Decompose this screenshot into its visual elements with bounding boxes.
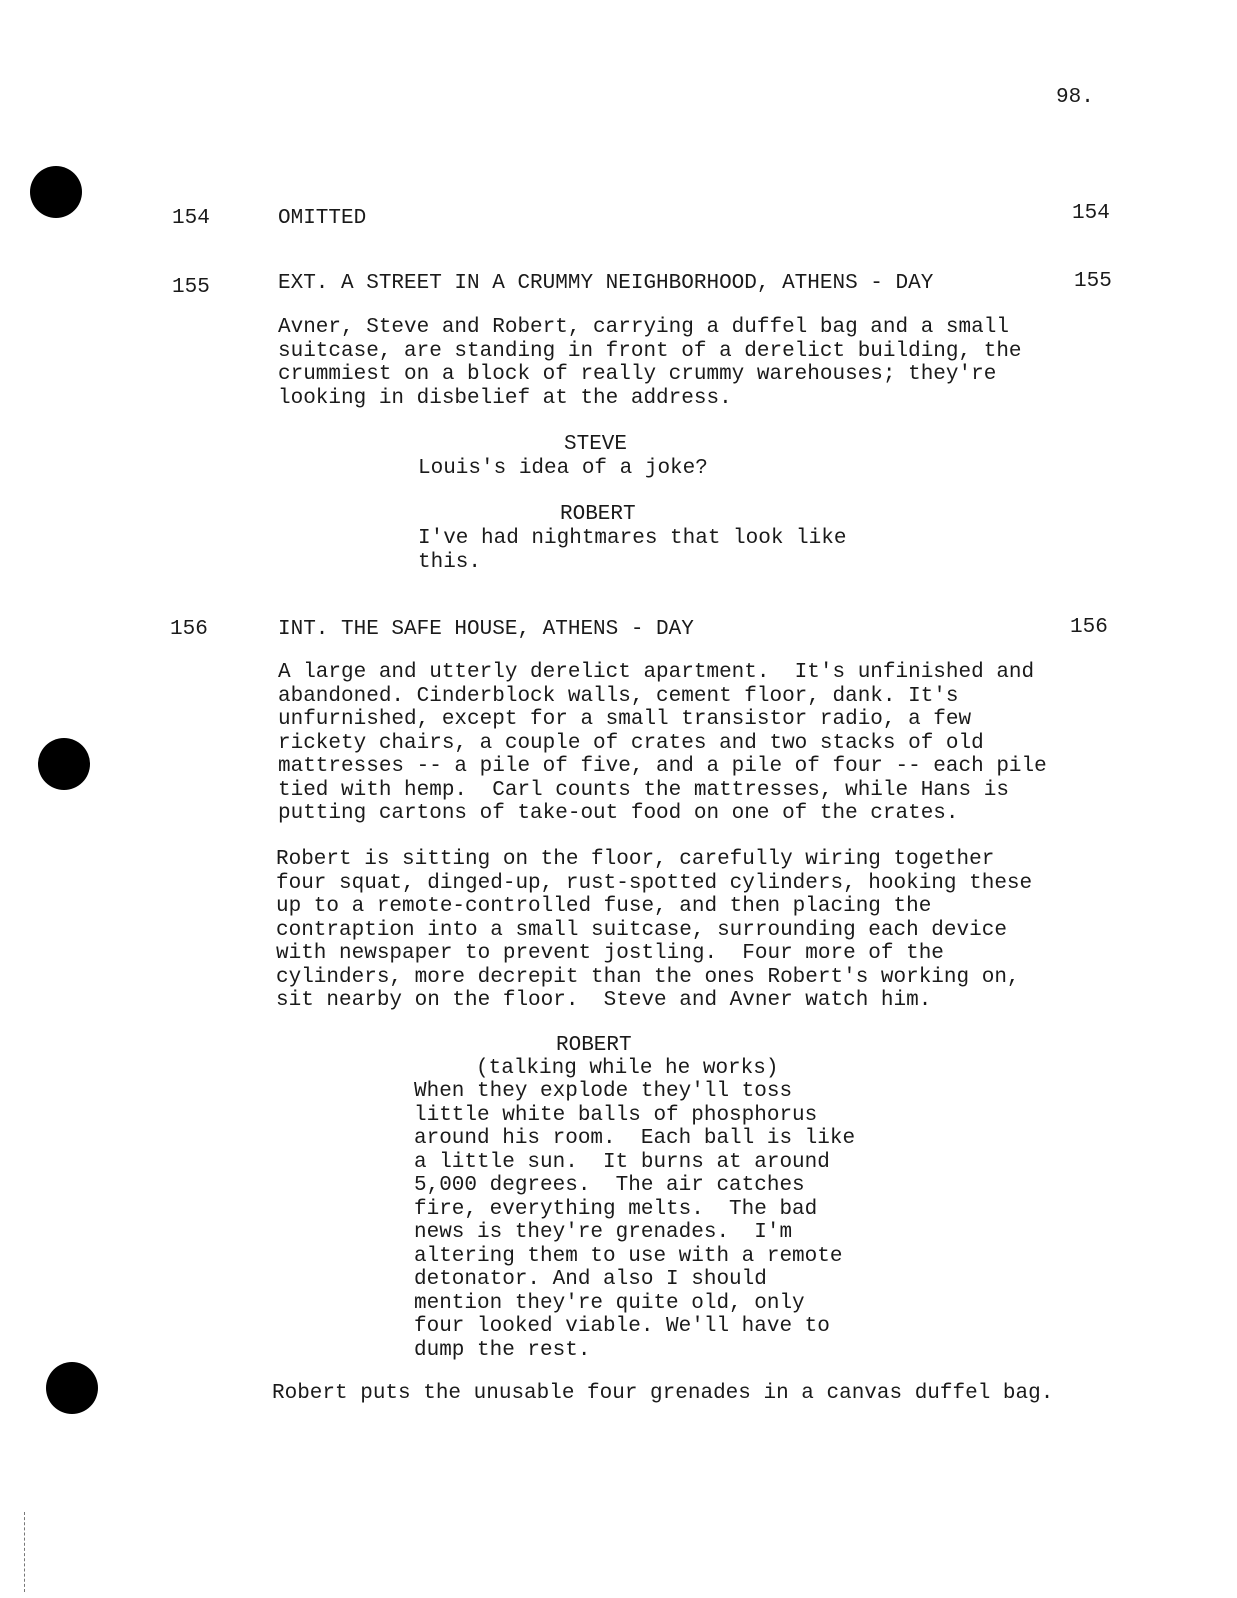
- dialogue-line: altering them to use with a remote: [414, 1244, 843, 1268]
- scene-number-right: 155: [1074, 270, 1112, 293]
- scene-heading: INT. THE SAFE HOUSE, ATHENS - DAY: [278, 618, 694, 641]
- action-paragraph: [278, 661, 1047, 826]
- dialogue-line: a little sun. It burns at around: [414, 1150, 830, 1174]
- action-paragraph: [276, 848, 1032, 1013]
- action-line: looking in disbelief at the address.: [278, 386, 732, 410]
- character-name: ROBERT: [556, 1034, 632, 1057]
- character-name: ROBERT: [560, 503, 636, 526]
- dialogue-line: 5,000 degrees. The air catches: [414, 1174, 805, 1197]
- action-line: up to a remote-controlled fuse, and then placing the: [276, 895, 932, 918]
- scan-edge-mark: [24, 1512, 26, 1592]
- page-number: 98.: [1056, 86, 1094, 109]
- parenthetical: (talking while he works): [476, 1057, 779, 1080]
- action-paragraph: [272, 1382, 1053, 1406]
- dialogue-block: [418, 527, 846, 574]
- dialogue-line: fire, everything melts. The bad: [414, 1197, 818, 1221]
- action-line: crummiest on a block of really crummy warehouses; they're: [278, 363, 997, 386]
- dialogue-line: When they explode they'll toss: [414, 1080, 793, 1103]
- action-line: A large and utterly derelict apartment. It's unfinished and: [278, 661, 1035, 684]
- action-line: contraption into a small suitcase, surrounding each device: [276, 918, 1007, 942]
- scene-heading: EXT. A STREET IN A CRUMMY NEIGHBORHOOD, ATHENS - DAY: [278, 272, 934, 295]
- scene-heading: OMITTED: [278, 207, 367, 230]
- dialogue-block: [418, 457, 708, 481]
- dialogue-line: mention they're quite old, only: [414, 1291, 805, 1315]
- action-line: unfurnished, except for a small transistor radio, a few: [278, 708, 972, 731]
- action-line: suitcase, are standing in front of a derelict building, the: [278, 339, 1022, 363]
- dialogue-line: I've had nightmares that look like: [418, 527, 847, 550]
- scene-number-left: 156: [170, 618, 208, 641]
- action-line: Avner, Steve and Robert, carrying a duffel bag and a small: [278, 316, 1009, 339]
- dialogue-line: four looked viable. We'll have to: [414, 1315, 830, 1338]
- action-line: sit nearby on the floor. Steve and Avner watch him.: [276, 989, 932, 1012]
- scene-number-left: 155: [172, 276, 210, 299]
- scene-number-left: 154: [172, 207, 210, 230]
- character-name: STEVE: [564, 433, 628, 456]
- action-line: Robert puts the unusable four grenades in a canvas duffel bag.: [272, 1382, 1054, 1405]
- dialogue-line: news is they're grenades. I'm: [414, 1221, 793, 1244]
- action-line: mattresses -- a pile of five, and a pile of four -- each pile: [278, 755, 1047, 778]
- scene-number-right: 156: [1070, 616, 1108, 639]
- dialogue-line: dump the rest.: [414, 1338, 591, 1362]
- action-line: with newspaper to prevent jostling. Four more of the: [276, 942, 944, 965]
- action-paragraph: [278, 316, 1022, 410]
- scene-number-right: 154: [1072, 202, 1110, 225]
- dialogue-line: around his room. Each ball is like: [414, 1127, 856, 1150]
- dialogue-line: this.: [418, 550, 482, 574]
- binder-hole-top: [30, 166, 82, 218]
- action-line: Robert is sitting on the floor, carefully wiring together: [276, 848, 995, 871]
- binder-hole-middle: [38, 738, 90, 790]
- action-line: abandoned. Cinderblock walls, cement floor, dank. It's: [278, 684, 959, 708]
- action-line: cylinders, more decrepit than the ones Robert's working on,: [276, 965, 1020, 989]
- binder-hole-bottom: [46, 1362, 98, 1414]
- action-line: rickety chairs, a couple of crates and two stacks of old: [278, 731, 984, 755]
- action-line: tied with hemp. Carl counts the mattresses, while Hans is: [278, 778, 1009, 802]
- dialogue-line: little white balls of phosphorus: [414, 1103, 818, 1127]
- dialogue-block: [414, 1080, 855, 1362]
- action-line: four squat, dinged-up, rust-spotted cylinders, hooking these: [276, 871, 1033, 895]
- action-line: putting cartons of take-out food on one of the crates.: [278, 802, 959, 825]
- dialogue-line: detonator. And also I should: [414, 1268, 767, 1291]
- dialogue-line: Louis's idea of a joke?: [418, 457, 708, 480]
